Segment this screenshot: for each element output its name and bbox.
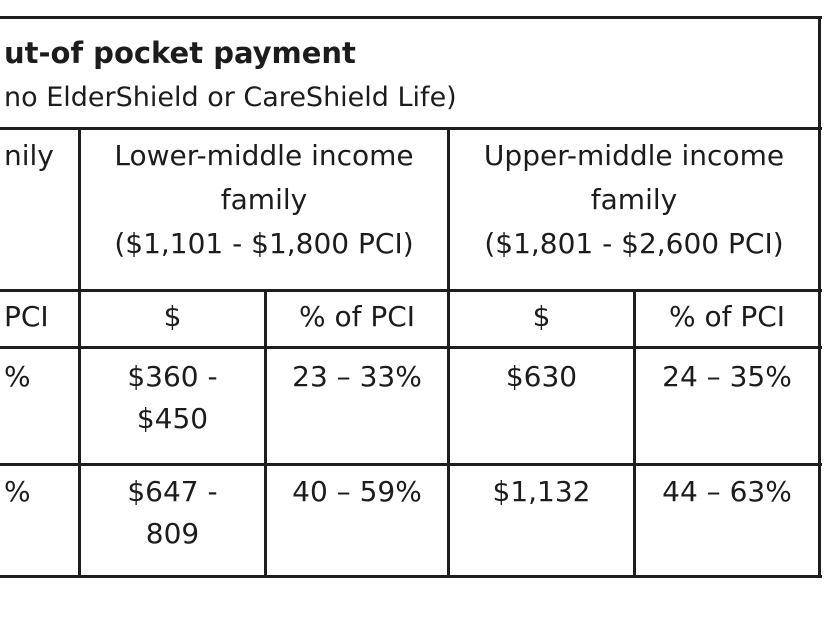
rule-under-row-1 bbox=[0, 463, 822, 466]
upper-group-header-line2: family bbox=[590, 183, 678, 216]
lower-row2-amount-line1: $647 - bbox=[127, 475, 218, 508]
lower-row1-amount-line1: $360 - bbox=[127, 360, 218, 393]
upper-amount-col-header: $ bbox=[532, 300, 551, 333]
upper-group-header-line3: ($1,801 - $2,600 PCI) bbox=[484, 227, 784, 260]
rule-under-groups bbox=[0, 289, 822, 292]
rule-right-edge bbox=[818, 16, 821, 578]
lower-row1-pct: 23 – 33% bbox=[292, 360, 422, 393]
upper-row2-amount: $1,132 bbox=[492, 475, 591, 508]
rule-bottom bbox=[0, 575, 822, 578]
upper-row2-pct: 44 – 63% bbox=[662, 475, 792, 508]
rule-upper-subcol-divider bbox=[633, 289, 636, 578]
upper-group-header-line1: Upper-middle income bbox=[483, 139, 785, 172]
lower-row2-amount-line2: 809 bbox=[145, 517, 200, 550]
left-cut-subheader: PCI bbox=[4, 300, 49, 333]
lower-pct-col-header: % of PCI bbox=[298, 300, 416, 333]
left-cut-row-1: % bbox=[4, 360, 31, 393]
table-title: ut-of pocket payment bbox=[4, 36, 356, 70]
upper-row1-amount: $630 bbox=[505, 360, 578, 393]
rule-under-title bbox=[0, 127, 822, 130]
left-cut-header: nily bbox=[4, 139, 54, 172]
lower-group-header-line2: family bbox=[220, 183, 308, 216]
lower-amount-col-header: $ bbox=[163, 300, 182, 333]
lower-row1-amount-line2: $450 bbox=[136, 402, 209, 435]
table-subtitle: no ElderShield or CareShield Life) bbox=[4, 82, 457, 113]
lower-group-header-line1: Lower-middle income bbox=[114, 139, 414, 172]
lower-row2-pct: 40 – 59% bbox=[292, 475, 422, 508]
upper-row1-pct: 24 – 35% bbox=[662, 360, 792, 393]
rule-top bbox=[0, 16, 822, 19]
rule-lower-subcol-divider bbox=[264, 289, 267, 578]
rule-under-subheaders bbox=[0, 346, 822, 349]
upper-pct-col-header: % of PCI bbox=[668, 300, 786, 333]
left-cut-row-2: % bbox=[4, 475, 31, 508]
lower-group-header-line3: ($1,101 - $1,800 PCI) bbox=[114, 227, 414, 260]
